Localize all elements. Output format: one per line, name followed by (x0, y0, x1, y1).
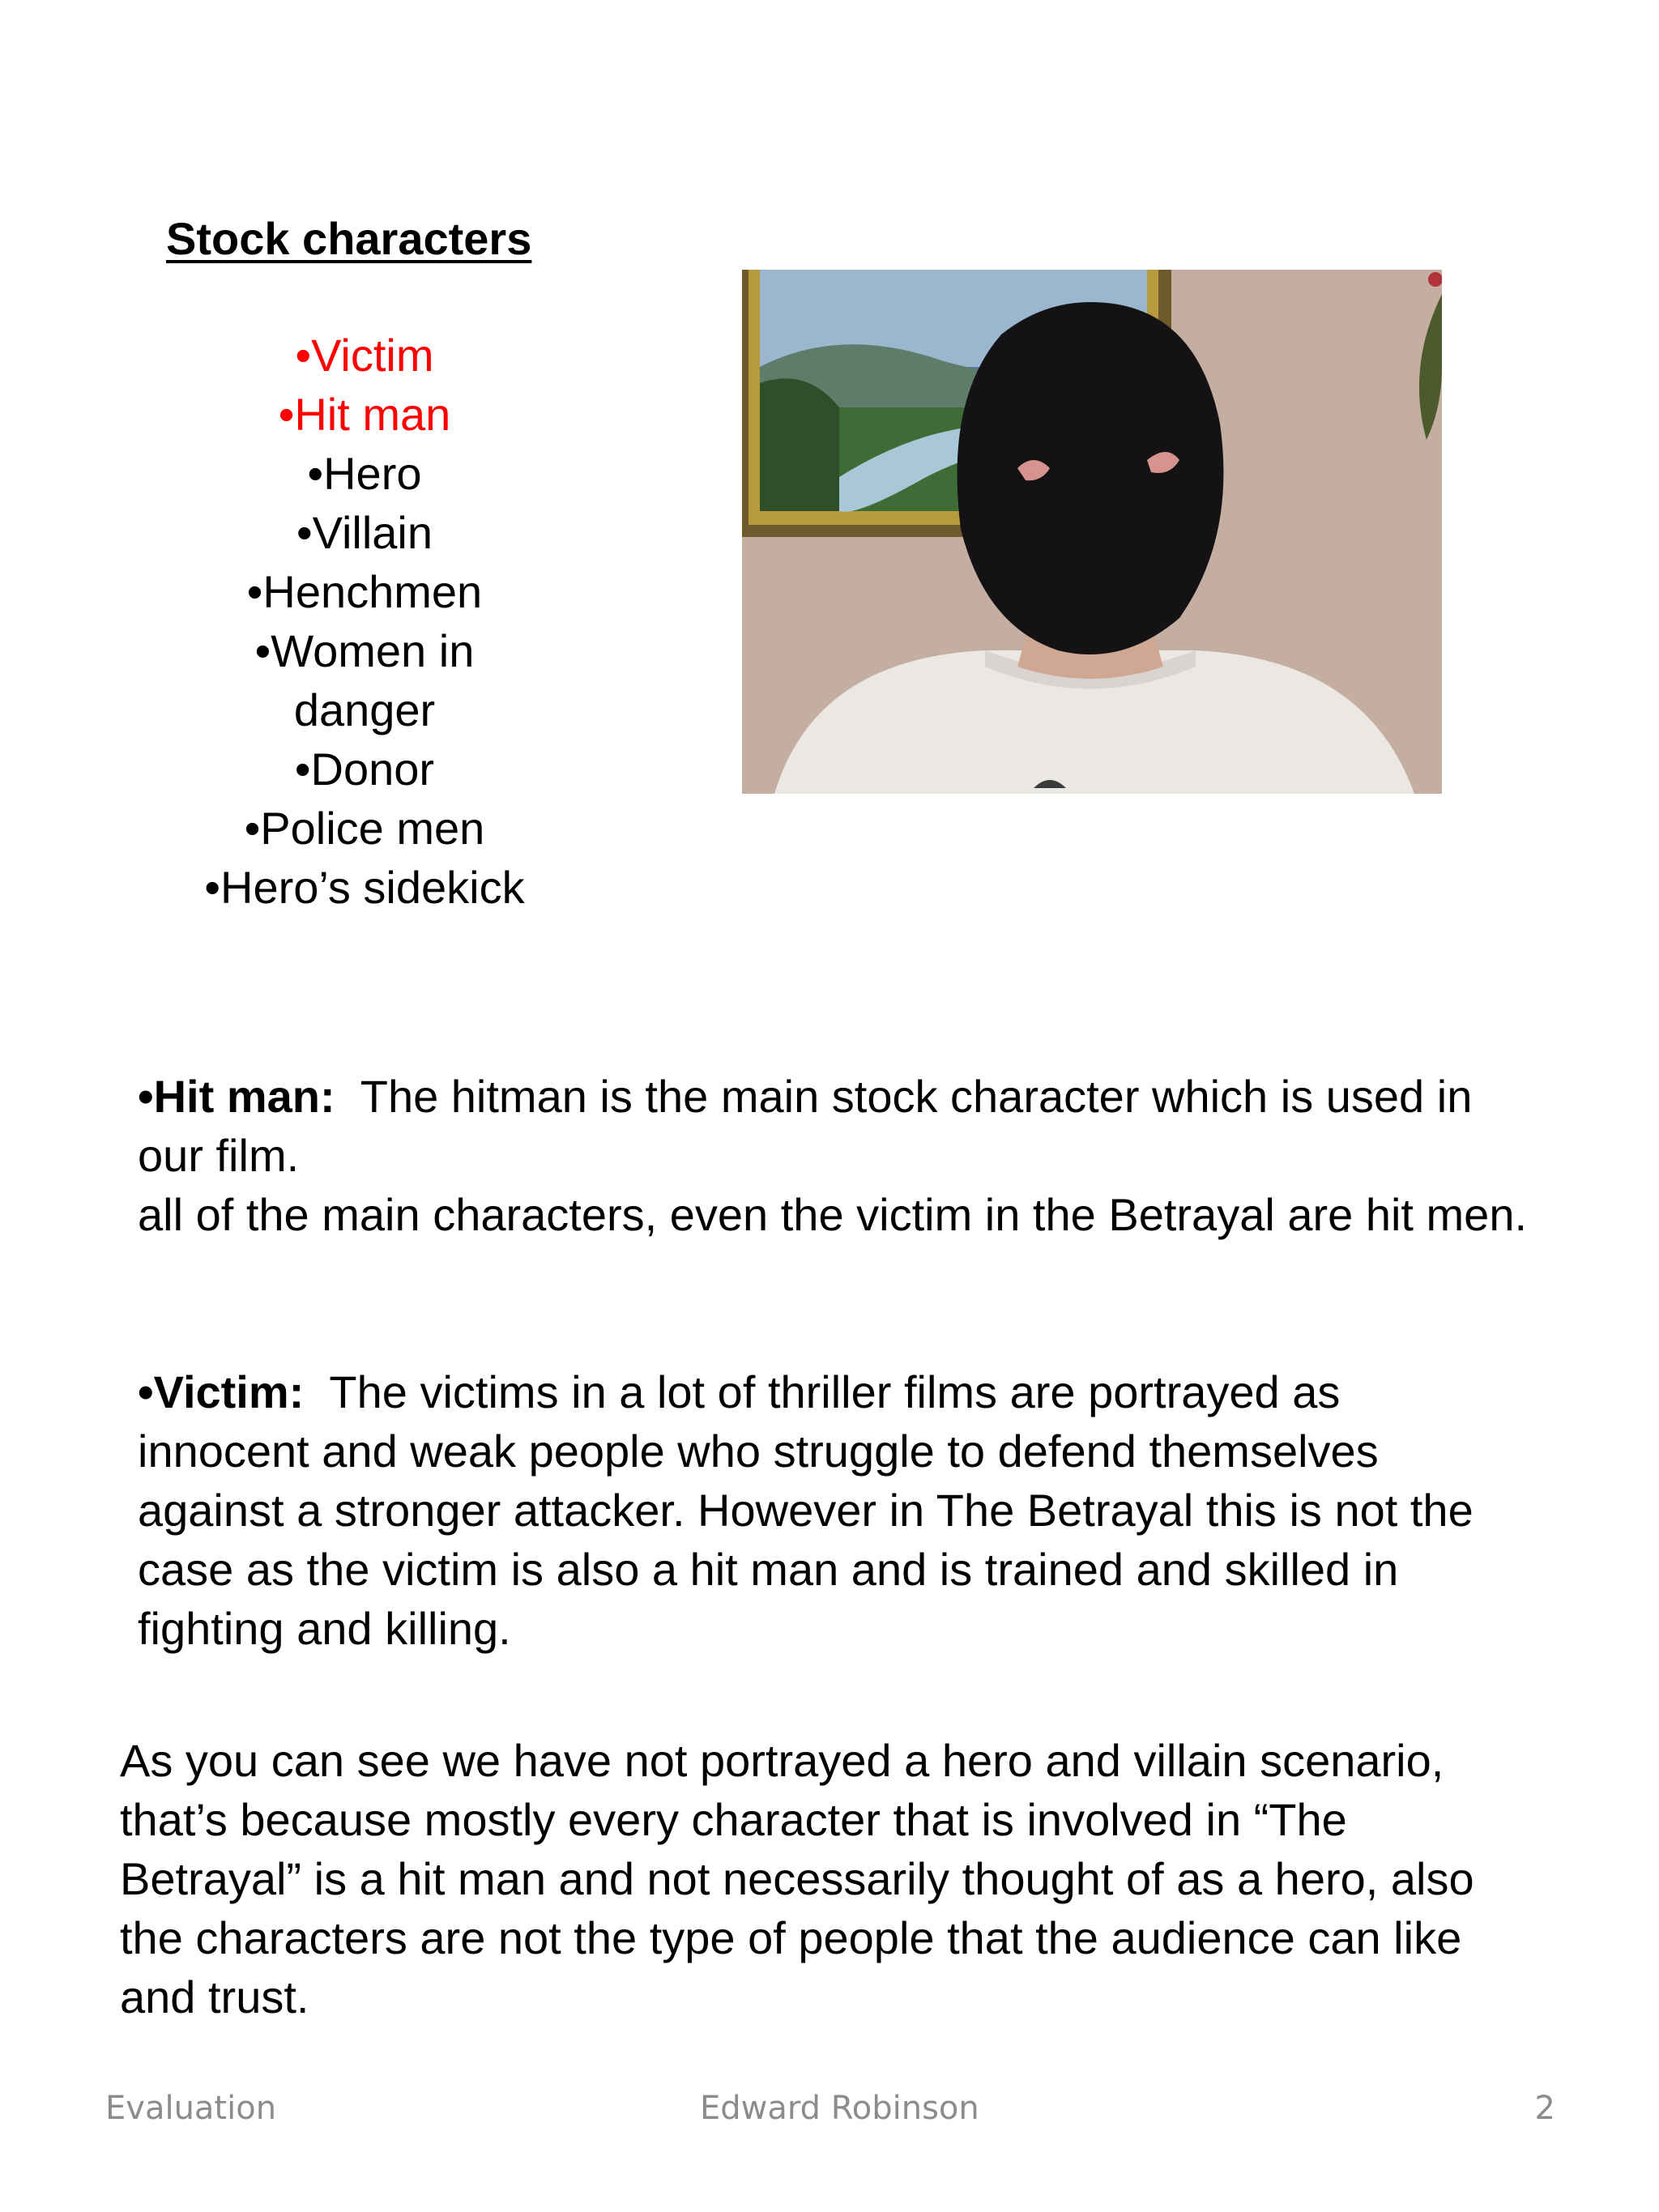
footer-page-number: 2 (1534, 2090, 1555, 2127)
footer-left: Evaluation (105, 2090, 277, 2127)
hitman-term: •Hit man: (138, 1071, 335, 1122)
masked-hitman-photo (742, 270, 1442, 794)
conclusion-paragraph: As you can see we have not portrayed a hero and villain scenario, that’s because mostly every character that is involved in “The Betrayal” is a hit man and not necessarily thought of as a hero, also the characters are not the type of people that the audience can like and trust. (120, 1735, 1474, 2022)
stock-character-item: •Hero’s sidekick (204, 862, 525, 913)
stock-character-item: •Victim (295, 330, 434, 381)
victim-text: The victims in a lot of thriller films are portrayed as innocent and weak people who struggle to defend themselves against a stronger attacker. However in The Betrayal this is not the case as the victim is also a hit man and is trained and skilled in fighting and killing. (138, 1366, 1473, 1654)
footer-author: Edward Robinson (700, 2090, 979, 2127)
stock-character-item: •Villain (296, 507, 433, 558)
stock-character-item: •Police men (244, 803, 485, 854)
stock-character-list (122, 326, 608, 917)
hitman-text-2: all of the main characters, even the victim in the Betrayal are hit men. (138, 1189, 1528, 1240)
stock-character-item: •Women in danger (254, 625, 475, 735)
hitman-paragraph (138, 1067, 1539, 1244)
slide-title: Stock characters (166, 213, 532, 264)
hitman-text: The hitman is the main stock character which is used in our film. (138, 1071, 1473, 1181)
victim-paragraph (138, 1362, 1515, 1658)
stock-character-item: •Henchmen (246, 566, 483, 617)
stock-character-item: •Hit man (278, 389, 451, 440)
victim-term: •Victim: (138, 1366, 305, 1417)
stock-character-item: •Donor (294, 744, 435, 795)
stock-character-item: •Hero (307, 448, 422, 499)
